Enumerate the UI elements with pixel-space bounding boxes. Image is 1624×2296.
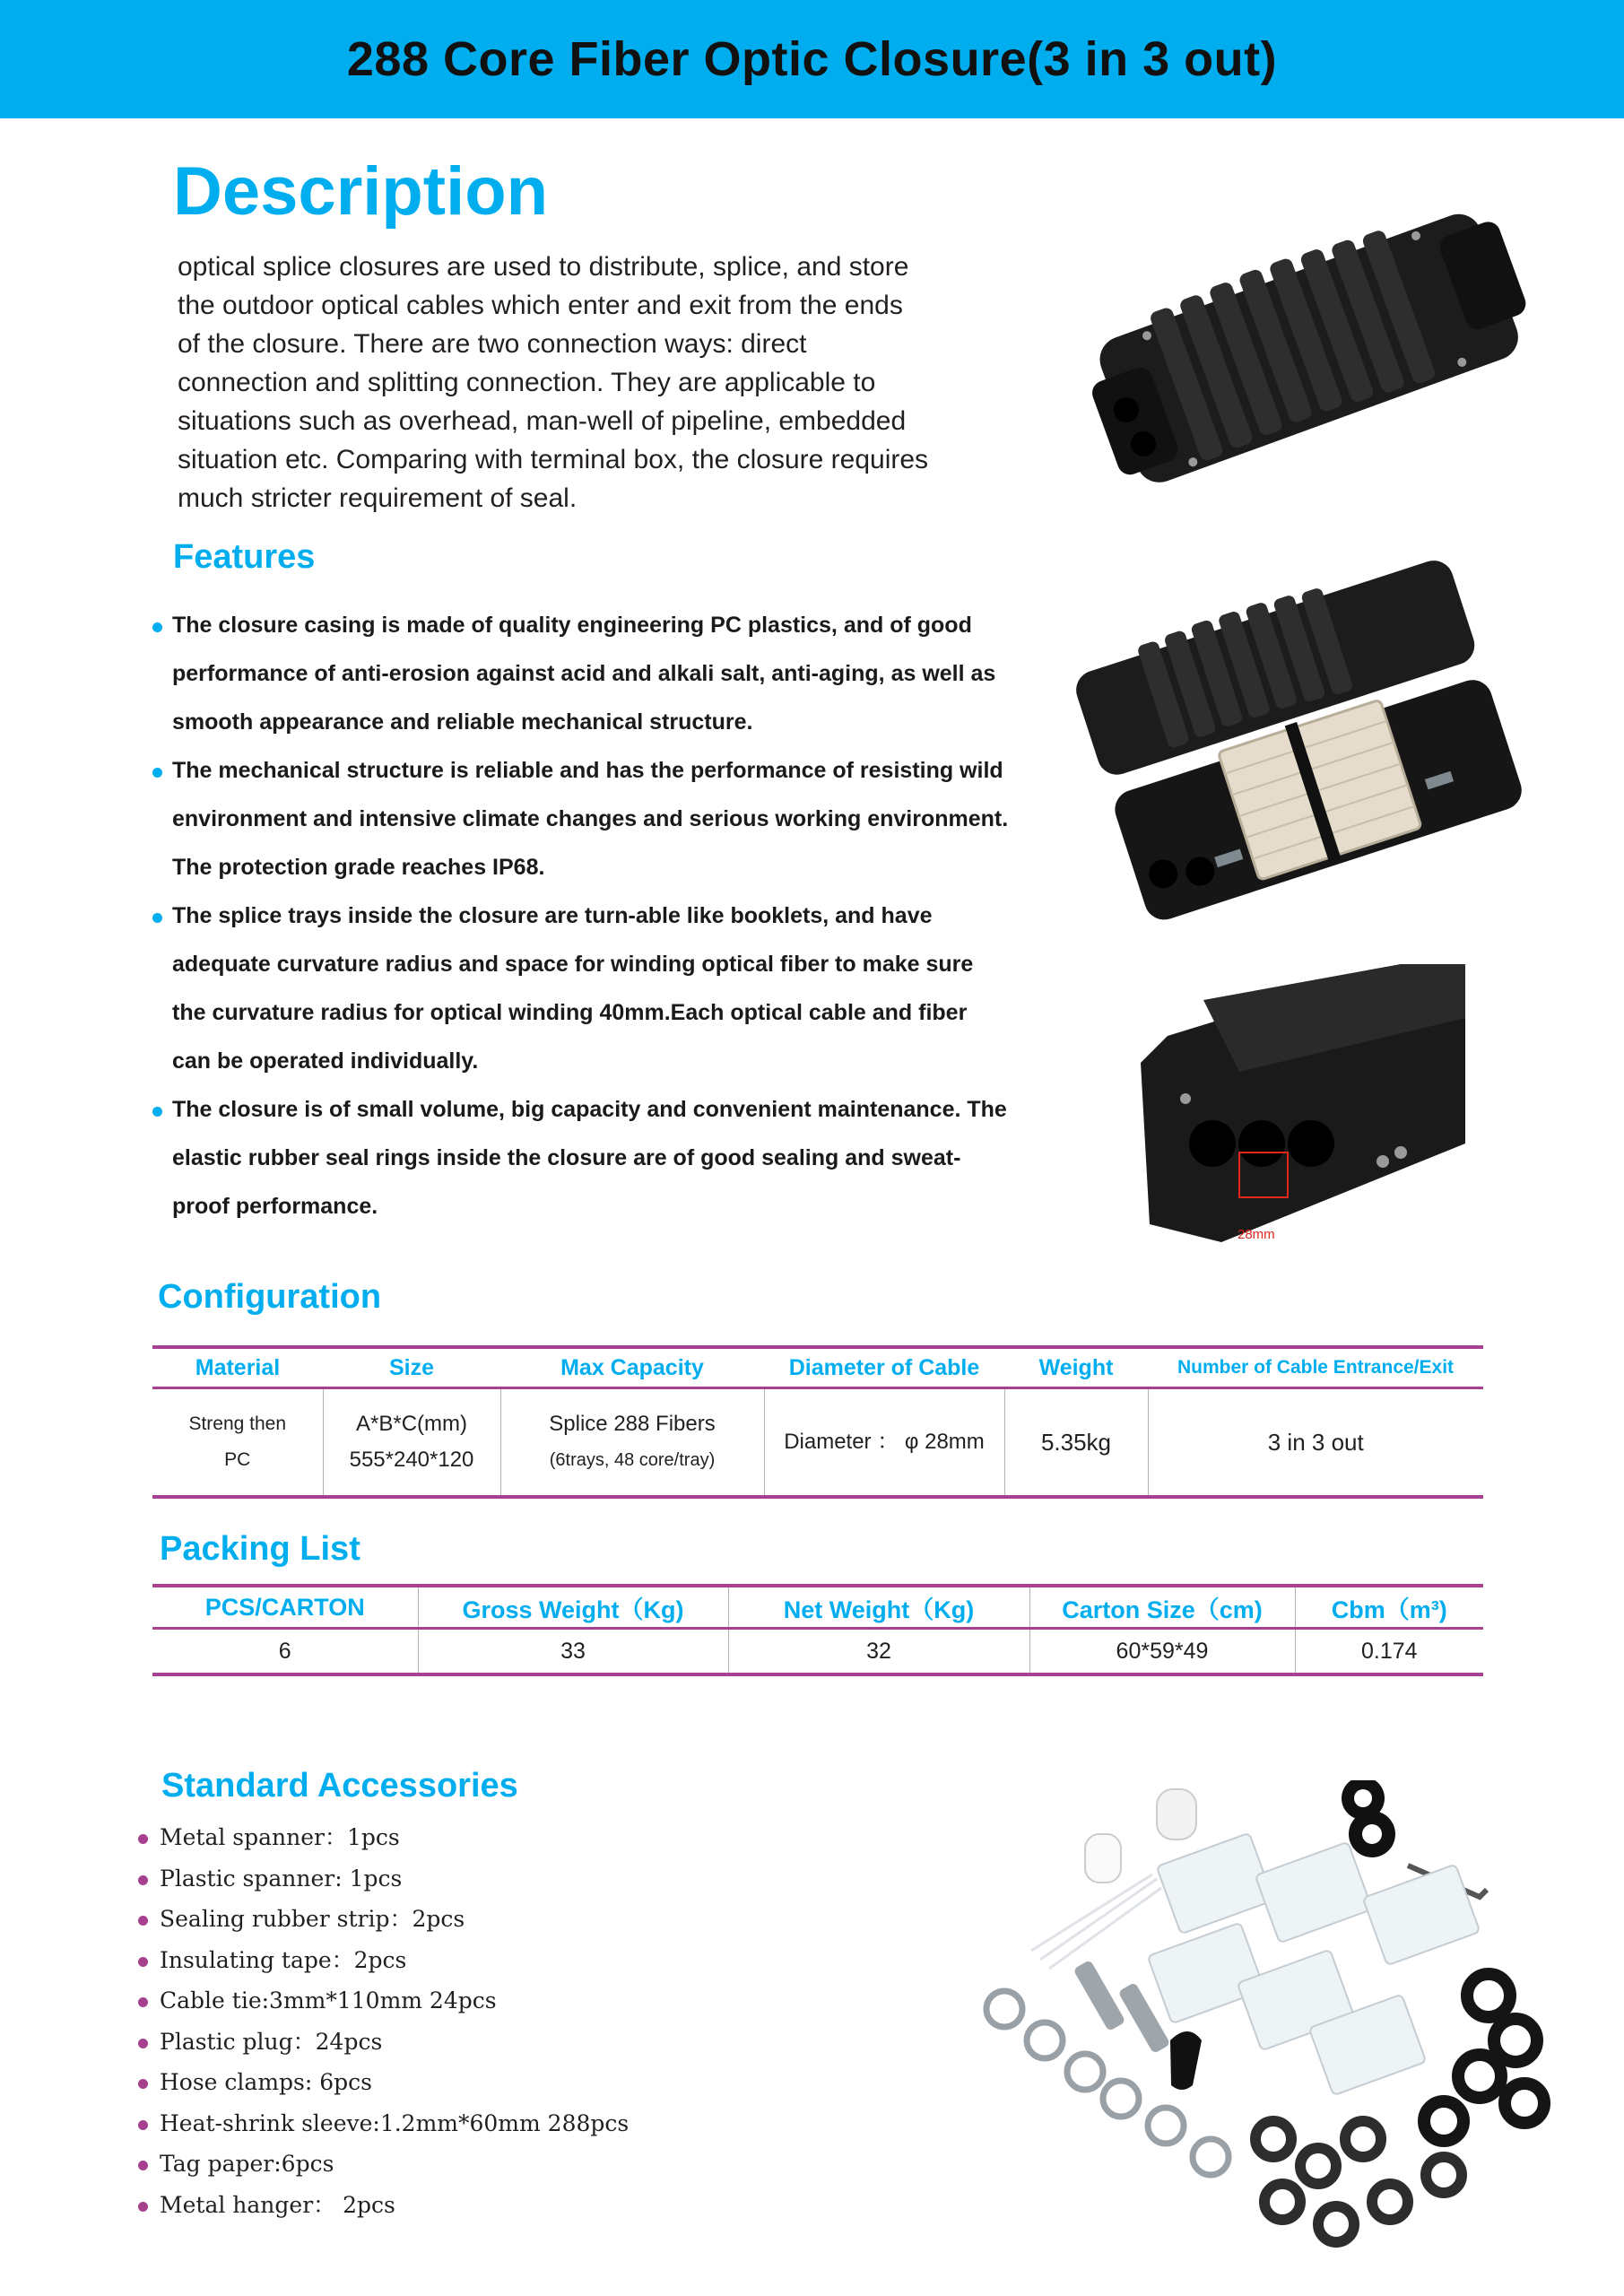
dimension-label: 28mm [1238, 1227, 1275, 1242]
cell-weight: 5.35kg [1004, 1388, 1148, 1498]
header-size: Size [323, 1347, 500, 1388]
bullet-dot-icon [138, 1916, 148, 1926]
header-diameter: Diameter of Cable [764, 1347, 1004, 1388]
cell-capacity [500, 1388, 764, 1498]
bullet-dot-icon [152, 913, 162, 923]
table-row [152, 1629, 1483, 1675]
bullet-dot-icon [138, 2161, 148, 2170]
header-weight: Weight [1004, 1347, 1148, 1388]
bullet-dot-icon [138, 1875, 148, 1885]
bullet-dot-icon [138, 1957, 148, 1967]
material-line-1: Streng then [188, 1413, 287, 1434]
closure-endcap-photo [1132, 964, 1472, 1251]
header-cbm: Cbm（m³) [1295, 1586, 1483, 1629]
list-item [136, 1858, 629, 1900]
bullet-dot-icon [138, 2120, 148, 2130]
cell-gross-weight: 33 [418, 1629, 728, 1675]
configuration-table [152, 1345, 1483, 1499]
configuration-heading: Configuration [158, 1278, 382, 1316]
table-row [152, 1388, 1483, 1498]
packing-table [152, 1584, 1483, 1676]
cell-pcs-carton: 6 [278, 1638, 291, 1664]
header-entrance-exit: Number of Cable Entrance/Exit [1148, 1347, 1483, 1388]
cell-size [323, 1388, 500, 1498]
header-pcs-carton: PCS/CARTON [152, 1586, 418, 1629]
feature-text: The mechanical structure is reliable and has the performance of resisting wild environment and intensive climate changes and serious working environment. The protection grade reaches IP68. [172, 758, 1009, 880]
list-item [136, 2144, 629, 2185]
capacity-line-2: (6trays, 48 core/tray) [549, 1450, 716, 1470]
cell-diameter: Diameter ： φ 28mm [764, 1388, 1004, 1498]
feature-item [151, 601, 1012, 746]
accessory-text: Metal spanner：1pcs [160, 1824, 400, 1850]
bullet-dot-icon [152, 768, 162, 778]
accessory-text: Hose clamps: 6pcs [160, 2069, 372, 2095]
cell-cbm: 0.174 [1295, 1629, 1483, 1675]
table-header-row [152, 1586, 1483, 1629]
closure-closed-photo [1072, 175, 1538, 525]
bullet-dot-icon [138, 1997, 148, 2007]
size-line-1: A*B*C(mm) [356, 1412, 467, 1436]
cell-entrance: 3 in 3 out [1148, 1388, 1483, 1498]
title-banner [0, 0, 1624, 118]
description-body: optical splice closures are used to distribute, splice, and store the outdoor optical cables which enter and exit from the ends of the closure. There are two connection ways: direct connection and splitting connection. They are applicable to situations such as overhead, man-well of pipeline, embedded situation etc. Comparing with terminal box, the closure requires much stricter requirement of seal. [178, 252, 929, 513]
accessory-text: Tag paper:6pcs [160, 2151, 334, 2177]
feature-text: The closure is of small volume, big capacity and convenient maintenance. The elastic rubber seal rings inside the closure are of good sealing and sweat-proof performance. [172, 1097, 1007, 1219]
bullet-dot-icon [138, 1834, 148, 1844]
accessory-text: Insulating tape：2pcs [160, 1946, 407, 1973]
material-line-2: PC [224, 1449, 251, 1470]
list-item [136, 2022, 629, 2063]
accessories-list [136, 1817, 629, 2225]
closure-open-photo [1067, 556, 1533, 933]
list-item [136, 1980, 629, 2022]
header-net-weight: Net Weight（Kg) [728, 1586, 1029, 1629]
bullet-dot-icon [152, 1107, 162, 1117]
bullet-dot-icon [138, 2202, 148, 2212]
feature-item [151, 746, 1012, 891]
list-item [136, 2062, 629, 2103]
accessory-text: Plastic spanner: 1pcs [160, 1865, 403, 1892]
cell-material [152, 1388, 323, 1498]
header-carton-size: Carton Size（cm) [1029, 1586, 1295, 1629]
packing-heading: Packing List [160, 1530, 360, 1568]
accessories-photo [977, 1780, 1569, 2256]
cell-net-weight: 32 [728, 1629, 1029, 1675]
list-item [136, 1817, 629, 1858]
cell-carton-size: 60*59*49 [1029, 1629, 1295, 1675]
feature-item [151, 891, 1012, 1085]
bullet-dot-icon [138, 2039, 148, 2048]
description-heading: Description [173, 153, 549, 230]
feature-text: The closure casing is made of quality engineering PC plastics, and of good performance of anti-erosion against acid and alkali salt, anti-aging, as well as smooth appearance and reliable mechanical structure. [172, 613, 996, 735]
bullet-dot-icon [152, 622, 162, 632]
accessory-text: Metal hanger： 2pcs [160, 2191, 395, 2218]
size-line-2: 555*240*120 [349, 1448, 474, 1472]
header-gross-weight: Gross Weight（Kg) [418, 1586, 728, 1629]
features-heading: Features [173, 538, 316, 576]
list-item [136, 2185, 629, 2226]
list-item [136, 1940, 629, 1981]
features-list [151, 601, 1012, 1231]
accessory-text: Plastic plug：24pcs [160, 2028, 383, 2055]
accessory-text: Cable tie:3mm*110mm 24pcs [160, 1987, 497, 2013]
accessories-heading: Standard Accessories [161, 1767, 518, 1805]
bullet-dot-icon [138, 2079, 148, 2089]
feature-item [151, 1085, 1012, 1231]
list-item [136, 2103, 629, 2144]
header-max-capacity: Max Capacity [500, 1347, 764, 1388]
accessory-text: Sealing rubber strip：2pcs [160, 1906, 465, 1932]
capacity-line-1: Splice 288 Fibers [549, 1412, 716, 1436]
feature-text: The splice trays inside the closure are turn-able like booklets, and have adequate curvature radius and space for winding optical fiber to make sure the curvature radius for optical winding 40mm.Each optical cable and fiber can be operated individually. [172, 903, 974, 1074]
accessory-text: Heat-shrink sleeve:1.2mm*60mm 288pcs [160, 2109, 630, 2136]
page-title: 288 Core Fiber Optic Closure(3 in 3 out) [346, 32, 1278, 86]
list-item [136, 1899, 629, 1940]
table-header-row [152, 1347, 1483, 1388]
header-material: Material [152, 1347, 323, 1388]
